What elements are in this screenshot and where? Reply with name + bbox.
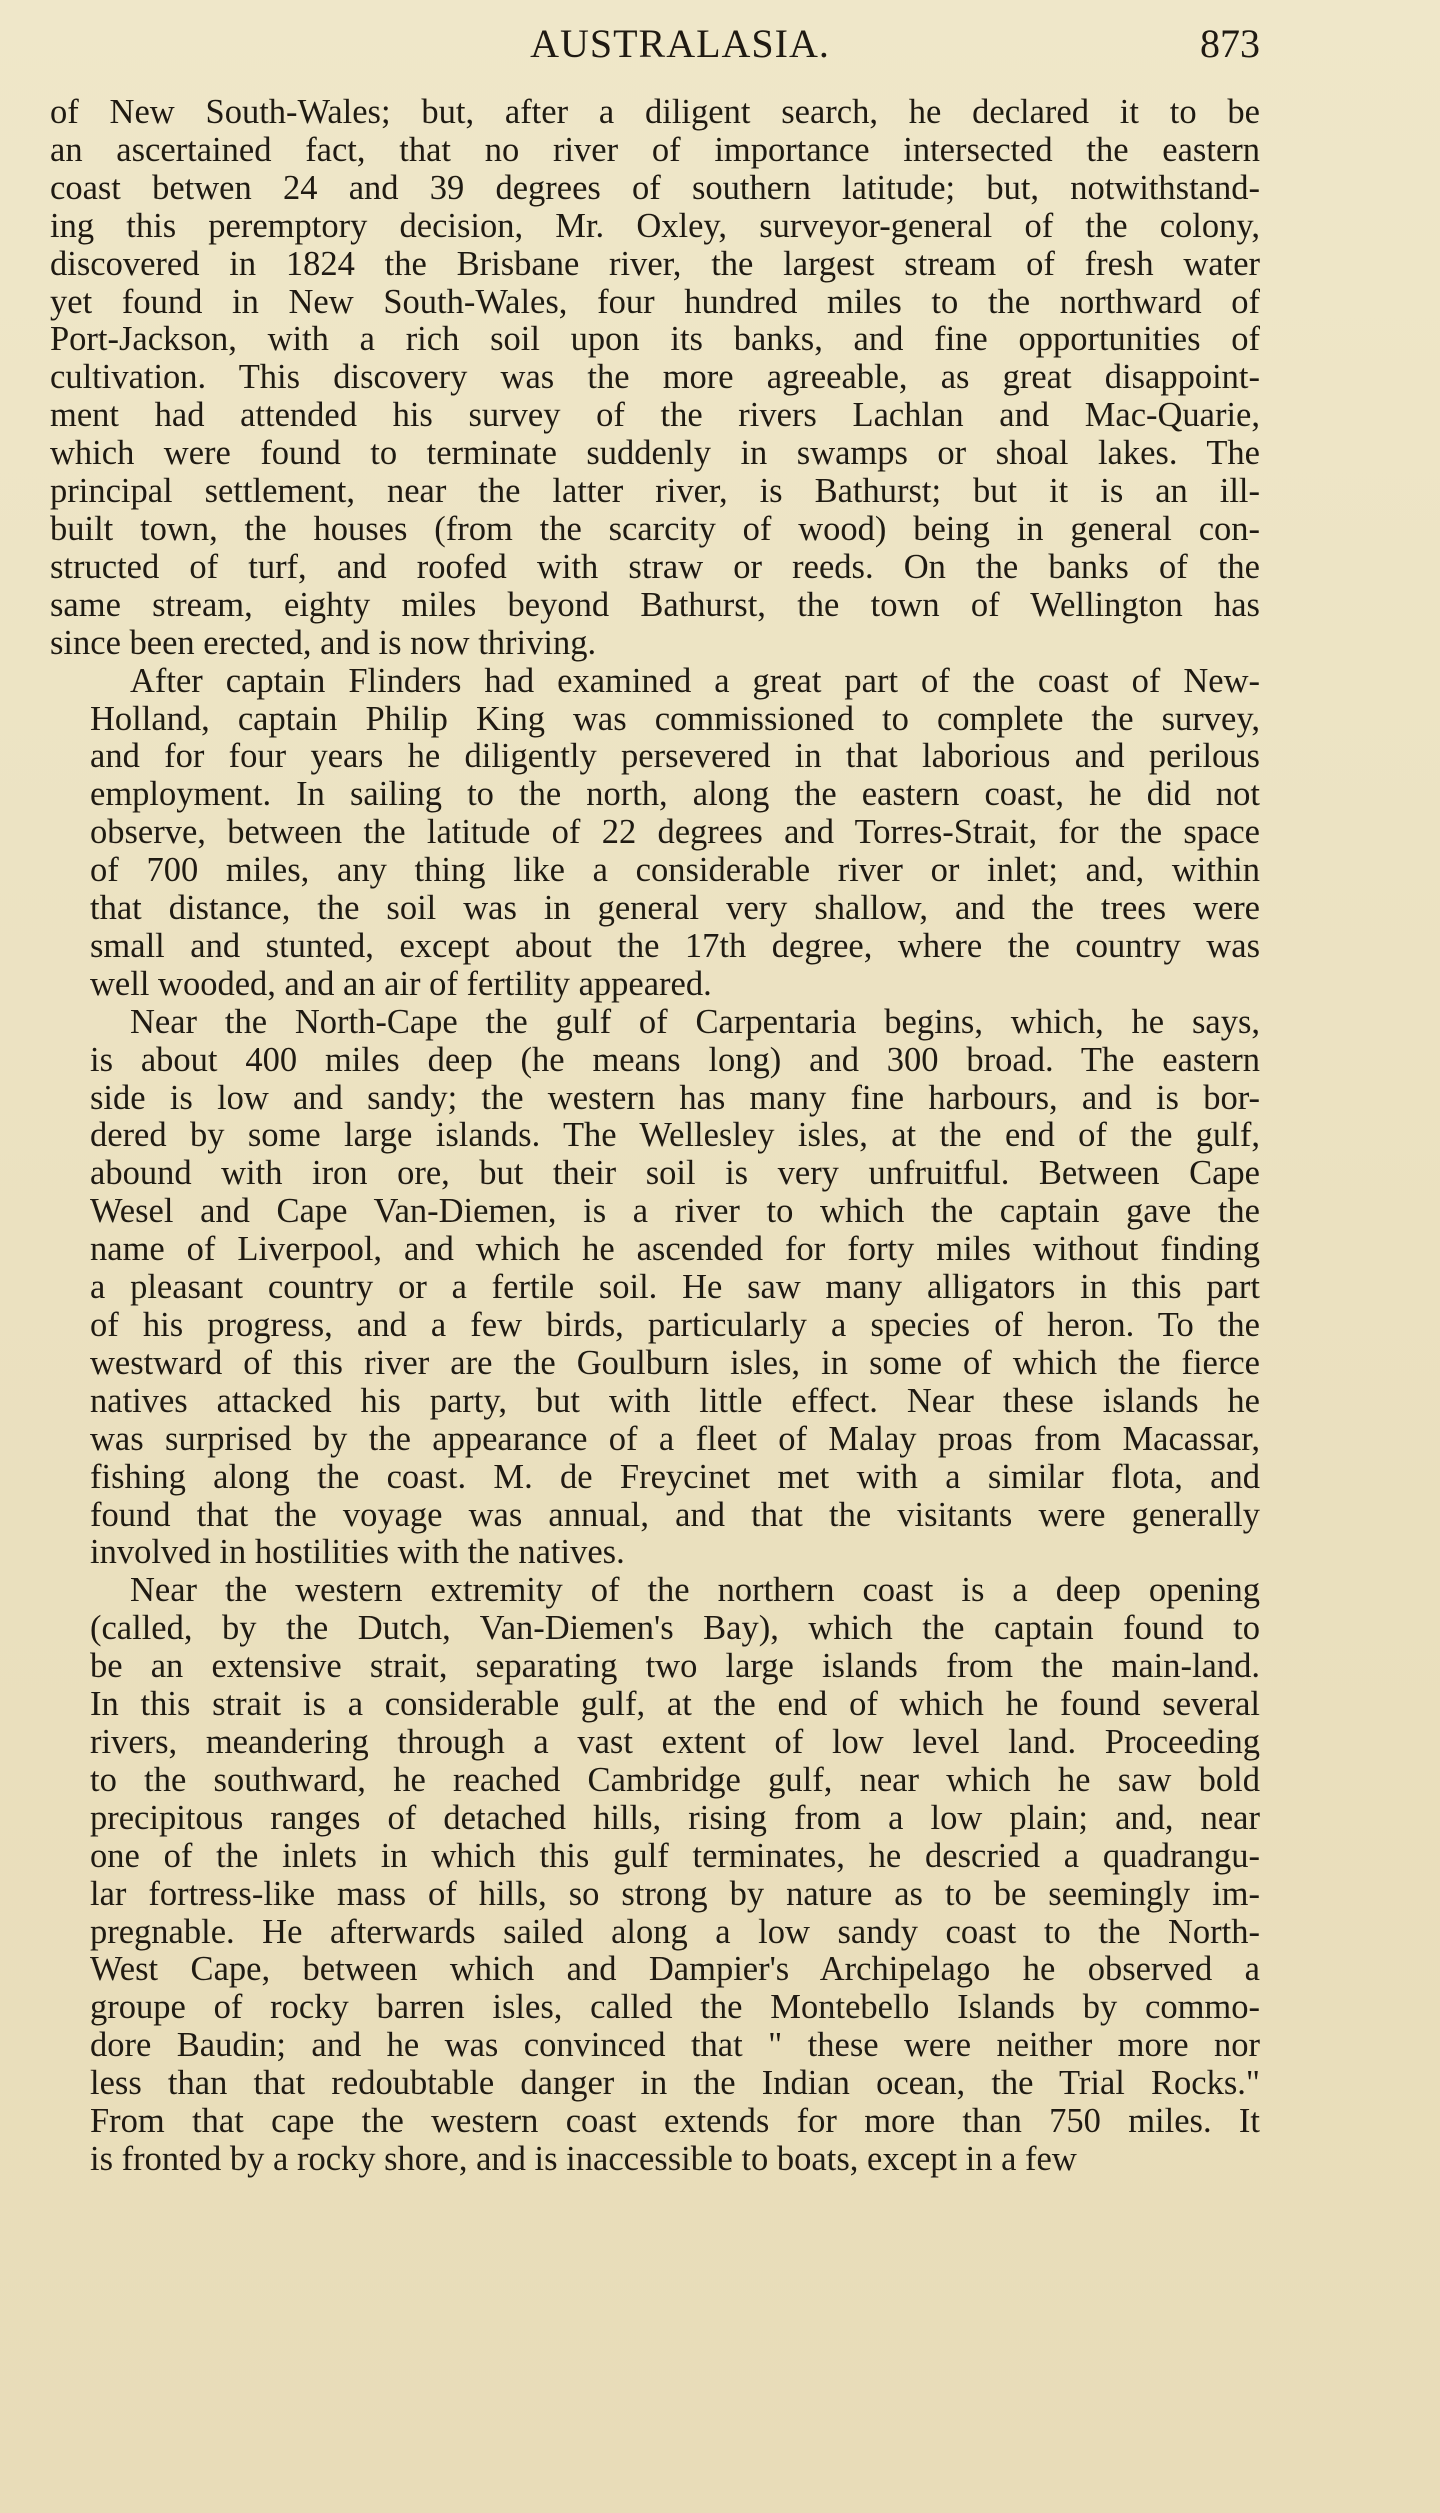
text-line: employment. In sailing to the north, along the eastern coast, he did not — [90, 775, 1260, 814]
body-text — [50, 94, 1260, 2179]
text-line: dered by some large islands. The Wellesley isles, at the end of the gulf, — [90, 1116, 1260, 1155]
text-line: principal settlement, near the latter river, is Bathurst; but it is an ill- — [50, 472, 1260, 511]
text-line: From that cape the western coast extends for more than 750 miles. It — [90, 2102, 1260, 2141]
text-line: structed of turf, and roofed with straw or reeds. On the banks of the — [50, 547, 1260, 586]
text-line: involved in hostilities with the natives. — [90, 1533, 625, 1572]
text-line: Holland, captain Philip King was commissioned to complete the survey, — [90, 699, 1260, 738]
text-line: abound with iron ore, but their soil is very unfruitful. Between Cape — [90, 1154, 1260, 1193]
page-number: 873 — [1200, 21, 1260, 66]
text-line: is about 400 miles deep (he means long) and 300 broad. The eastern — [90, 1040, 1260, 1079]
text-line: side is low and sandy; the western has many fine harbours, and is bor- — [90, 1078, 1260, 1117]
text-line: observe, between the latitude of 22 degrees and Torres-Strait, for the space — [90, 813, 1260, 852]
text-line: since been erected, and is now thriving. — [50, 623, 597, 662]
text-line: rivers, meandering through a vast extent of low level land. Proceeding — [90, 1722, 1260, 1761]
text-line: natives attacked his party, but with little effect. Near these islands he — [90, 1381, 1260, 1420]
text-line: name of Liverpool, and which he ascended for forty miles without finding — [90, 1230, 1260, 1269]
text-line: an ascertained fact, that no river of importance intersected the eastern — [50, 130, 1260, 169]
paragraph — [50, 94, 1260, 663]
text-line: found that the voyage was annual, and that the visitants were generally — [90, 1495, 1260, 1534]
text-line: of New South-Wales; but, after a diligent search, he declared it to be — [50, 93, 1260, 131]
text-line: groupe of rocky barren isles, called the Montebello Islands by commo- — [90, 1988, 1260, 2027]
text-line: After captain Flinders had examined a great part of the coast of New- — [130, 661, 1260, 700]
text-line: to the southward, he reached Cambridge gulf, near which he saw bold — [90, 1760, 1260, 1799]
text-line: Wesel and Cape Van-Diemen, is a river to which the captain gave the — [90, 1192, 1260, 1231]
text-line: which were found to terminate suddenly in swamps or shoal lakes. The — [50, 434, 1260, 473]
text-line: a pleasant country or a fertile soil. He saw many alligators in this part — [90, 1268, 1260, 1307]
text-line: yet found in New South-Wales, four hundred miles to the northward of — [50, 282, 1260, 321]
text-line: less than that redoubtable danger in the Indian ocean, the Trial Rocks." — [90, 2064, 1260, 2103]
text-line: West Cape, between which and Dampier's Archipelago he observed a — [90, 1950, 1260, 1989]
text-line: lar fortress-like mass of hills, so strong by nature as to be seemingly im- — [90, 1874, 1260, 1913]
text-line: and for four years he diligently persevered in that laborious and perilous — [90, 737, 1260, 776]
text-line: Near the western extremity of the northern coast is a deep opening — [130, 1571, 1260, 1610]
text-line: of 700 miles, any thing like a considerable river or inlet; and, within — [90, 851, 1260, 890]
text-line: fishing along the coast. M. de Freycinet met with a similar flota, and — [90, 1457, 1260, 1496]
paragraph — [50, 663, 1260, 1004]
text-line: that distance, the soil was in general very shallow, and the trees were — [90, 889, 1260, 928]
text-line: built town, the houses (from the scarcity of wood) being in general con- — [50, 509, 1260, 548]
text-line: small and stunted, except about the 17th degree, where the country was — [90, 926, 1260, 965]
text-line: one of the inlets in which this gulf terminates, he descried a quadrangu- — [90, 1836, 1260, 1875]
text-line: ment had attended his survey of the rivers Lachlan and Mac-Quarie, — [50, 396, 1260, 435]
text-line: same stream, eighty miles beyond Bathurst, the town of Wellington has — [50, 585, 1260, 624]
text-line: precipitous ranges of detached hills, rising from a low plain; and, near — [90, 1798, 1260, 1837]
page-header — [100, 14, 1260, 74]
text-line: well wooded, and an air of fertility appeared. — [90, 964, 712, 1003]
text-line: westward of this river are the Goulburn isles, in some of which the fierce — [90, 1343, 1260, 1382]
text-line: (called, by the Dutch, Van-Diemen's Bay), which the captain found to — [90, 1609, 1260, 1648]
text-line: is fronted by a rocky shore, and is inaccessible to boats, except in a few — [90, 2139, 1077, 2178]
text-line: cultivation. This discovery was the more agreeable, as great disappoint- — [50, 358, 1260, 397]
text-line: Port-Jackson, with a rich soil upon its banks, and fine opportunities of — [50, 320, 1260, 359]
text-line: In this strait is a considerable gulf, at the end of which he found several — [90, 1685, 1260, 1724]
paragraph — [50, 1572, 1260, 2179]
text-line: be an extensive strait, separating two large islands from the main-land. — [90, 1647, 1260, 1686]
text-line: discovered in 1824 the Brisbane river, the largest stream of fresh water — [50, 244, 1260, 283]
text-line: coast betwen 24 and 39 degrees of southern latitude; but, notwithstand- — [50, 168, 1260, 207]
running-title: AUSTRALASIA. — [530, 21, 830, 66]
text-line: of his progress, and a few birds, particularly a species of heron. To the — [90, 1306, 1260, 1344]
text-line: Near the North-Cape the gulf of Carpentaria begins, which, he says, — [130, 1002, 1260, 1041]
text-line: was surprised by the appearance of a fleet of Malay proas from Macassar, — [90, 1419, 1260, 1458]
text-line: dore Baudin; and he was convinced that " these were neither more nor — [90, 2026, 1260, 2065]
text-line: ing this peremptory decision, Mr. Oxley, surveyor-general of the colony, — [50, 206, 1260, 245]
text-line: pregnable. He afterwards sailed along a low sandy coast to the North- — [90, 1912, 1260, 1951]
paragraph — [50, 1004, 1260, 1573]
